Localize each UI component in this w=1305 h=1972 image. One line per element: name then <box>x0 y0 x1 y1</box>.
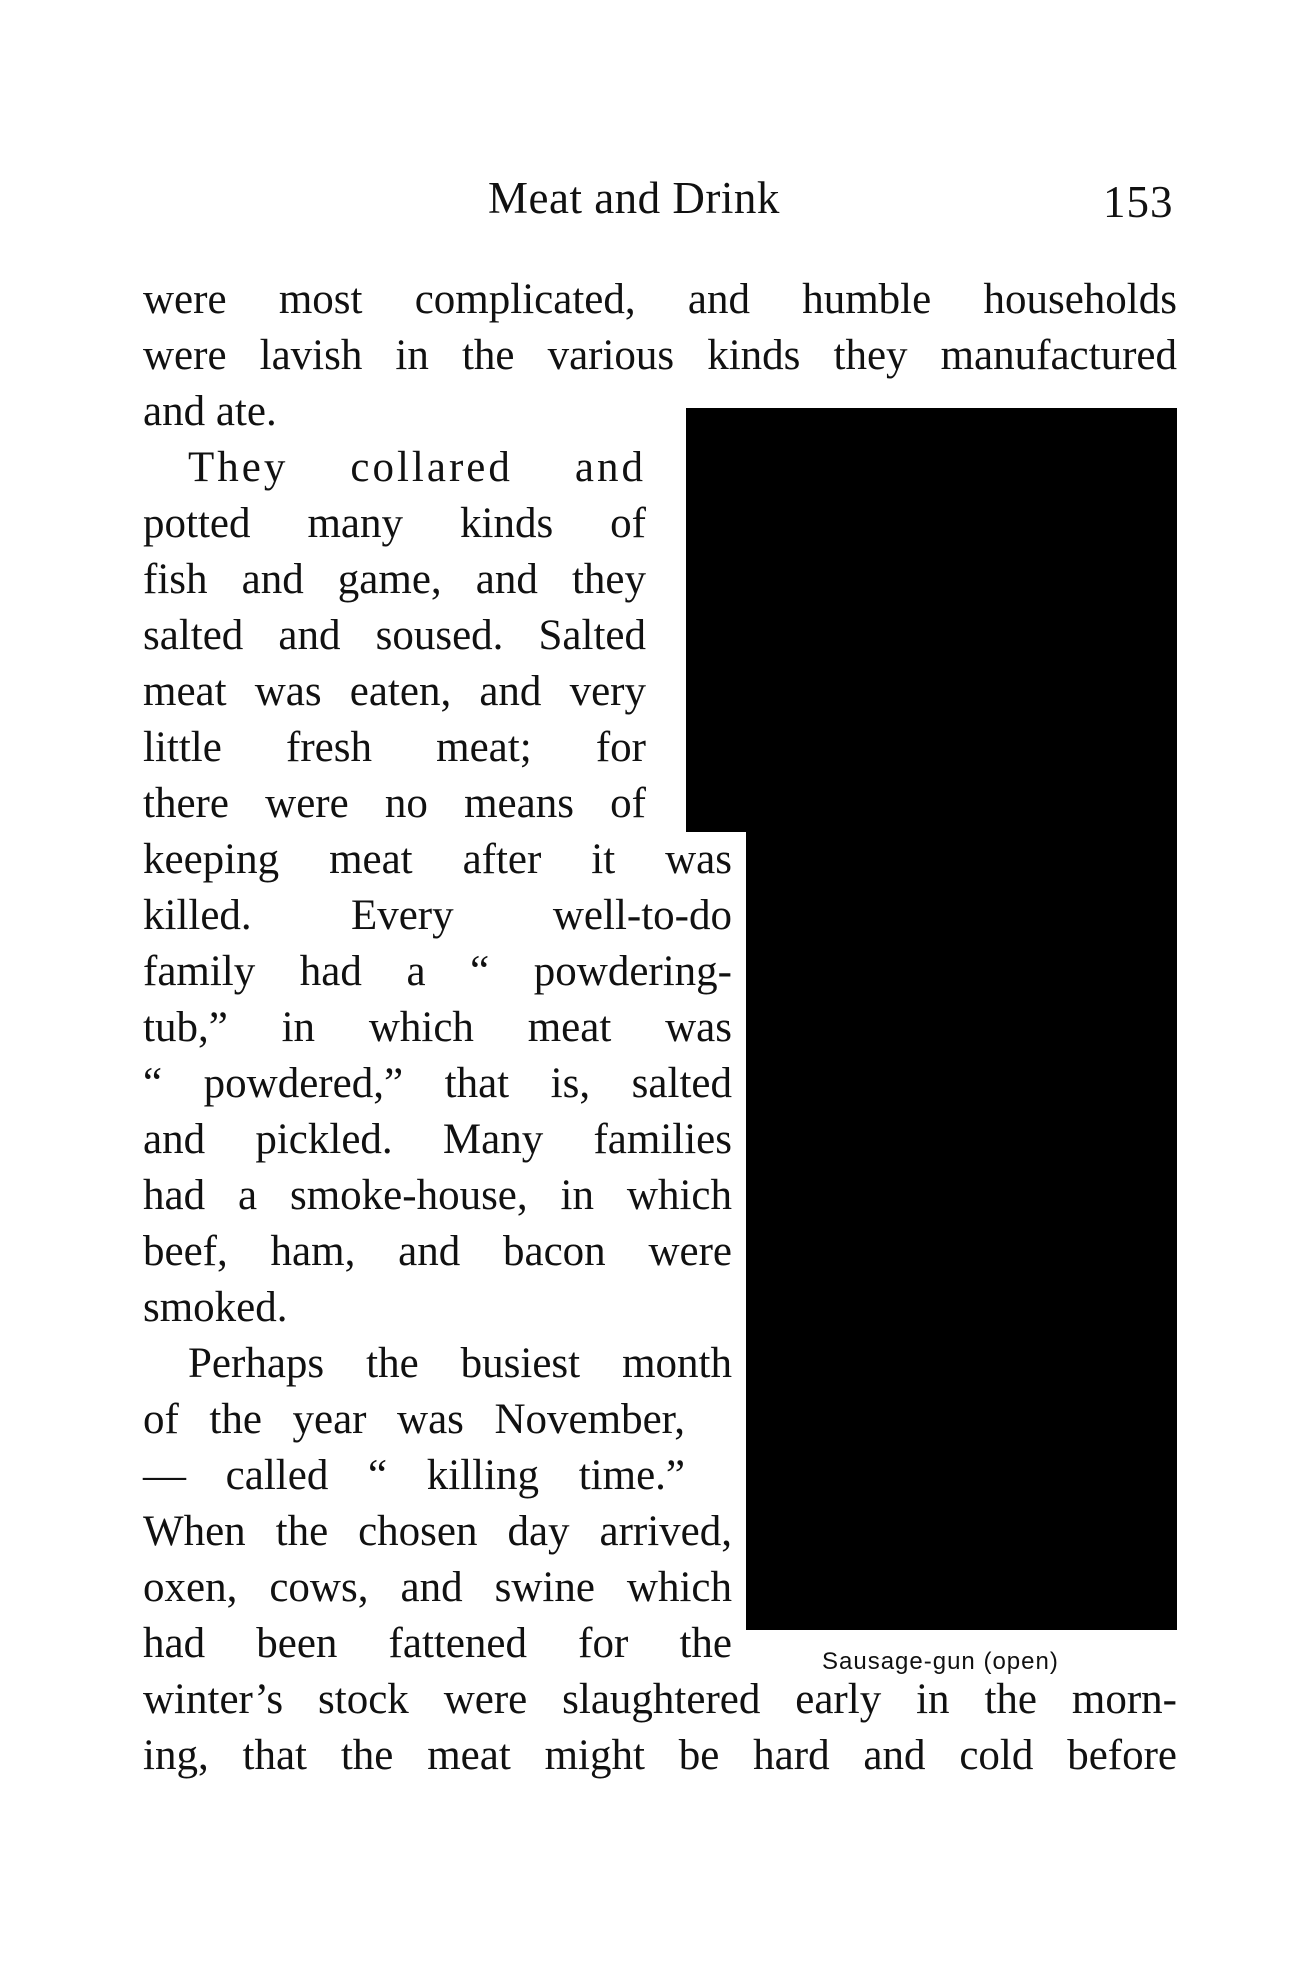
body-line: winter’s stock were slaughtered early in the morn- <box>143 1676 1177 1723</box>
body-line: of the year was November, <box>143 1396 685 1443</box>
body-line: tub,” in which meat was <box>143 1004 732 1051</box>
body-line: oxen, cows, and swine which <box>143 1564 732 1611</box>
body-line: potted many kinds of <box>143 500 646 547</box>
body-line: there were no means of <box>143 780 646 827</box>
body-line: little fresh meat; for <box>143 724 646 771</box>
running-title: Meat and Drink <box>488 173 780 223</box>
body-line: They collared and <box>188 444 646 491</box>
body-line: fish and game, and they <box>143 556 646 603</box>
body-line: and pickled. Many families <box>143 1116 732 1163</box>
body-line: had a smoke-house, in which <box>143 1172 732 1219</box>
body-line: and ate. <box>143 388 277 435</box>
figure-image <box>746 830 1177 1630</box>
body-line: meat was eaten, and very <box>143 668 646 715</box>
figure-image <box>686 408 1177 832</box>
body-line: Perhaps the busiest month <box>188 1340 732 1387</box>
body-line: killed. Every well-to-do <box>143 892 732 939</box>
body-line: — called “ killing time.” <box>143 1452 685 1499</box>
body-line: salted and soused. Salted <box>143 612 646 659</box>
body-line: had been fattened for the <box>143 1620 732 1667</box>
body-line: keeping meat after it was <box>143 836 732 883</box>
body-line: family had a “ powdering- <box>143 948 732 995</box>
body-line: smoked. <box>143 1284 288 1331</box>
body-line: beef, ham, and bacon were <box>143 1228 732 1275</box>
body-line: were lavish in the various kinds they manufactured <box>143 332 1177 379</box>
body-line: ing, that the meat might be hard and cold before <box>143 1732 1177 1779</box>
figure-caption: Sausage-gun (open) <box>822 1648 1059 1675</box>
body-line: “ powdered,” that is, salted <box>143 1060 732 1107</box>
page-number: 153 <box>1103 177 1174 227</box>
body-line: When the chosen day arrived, <box>143 1508 732 1555</box>
body-line: were most complicated, and humble households <box>143 276 1177 323</box>
